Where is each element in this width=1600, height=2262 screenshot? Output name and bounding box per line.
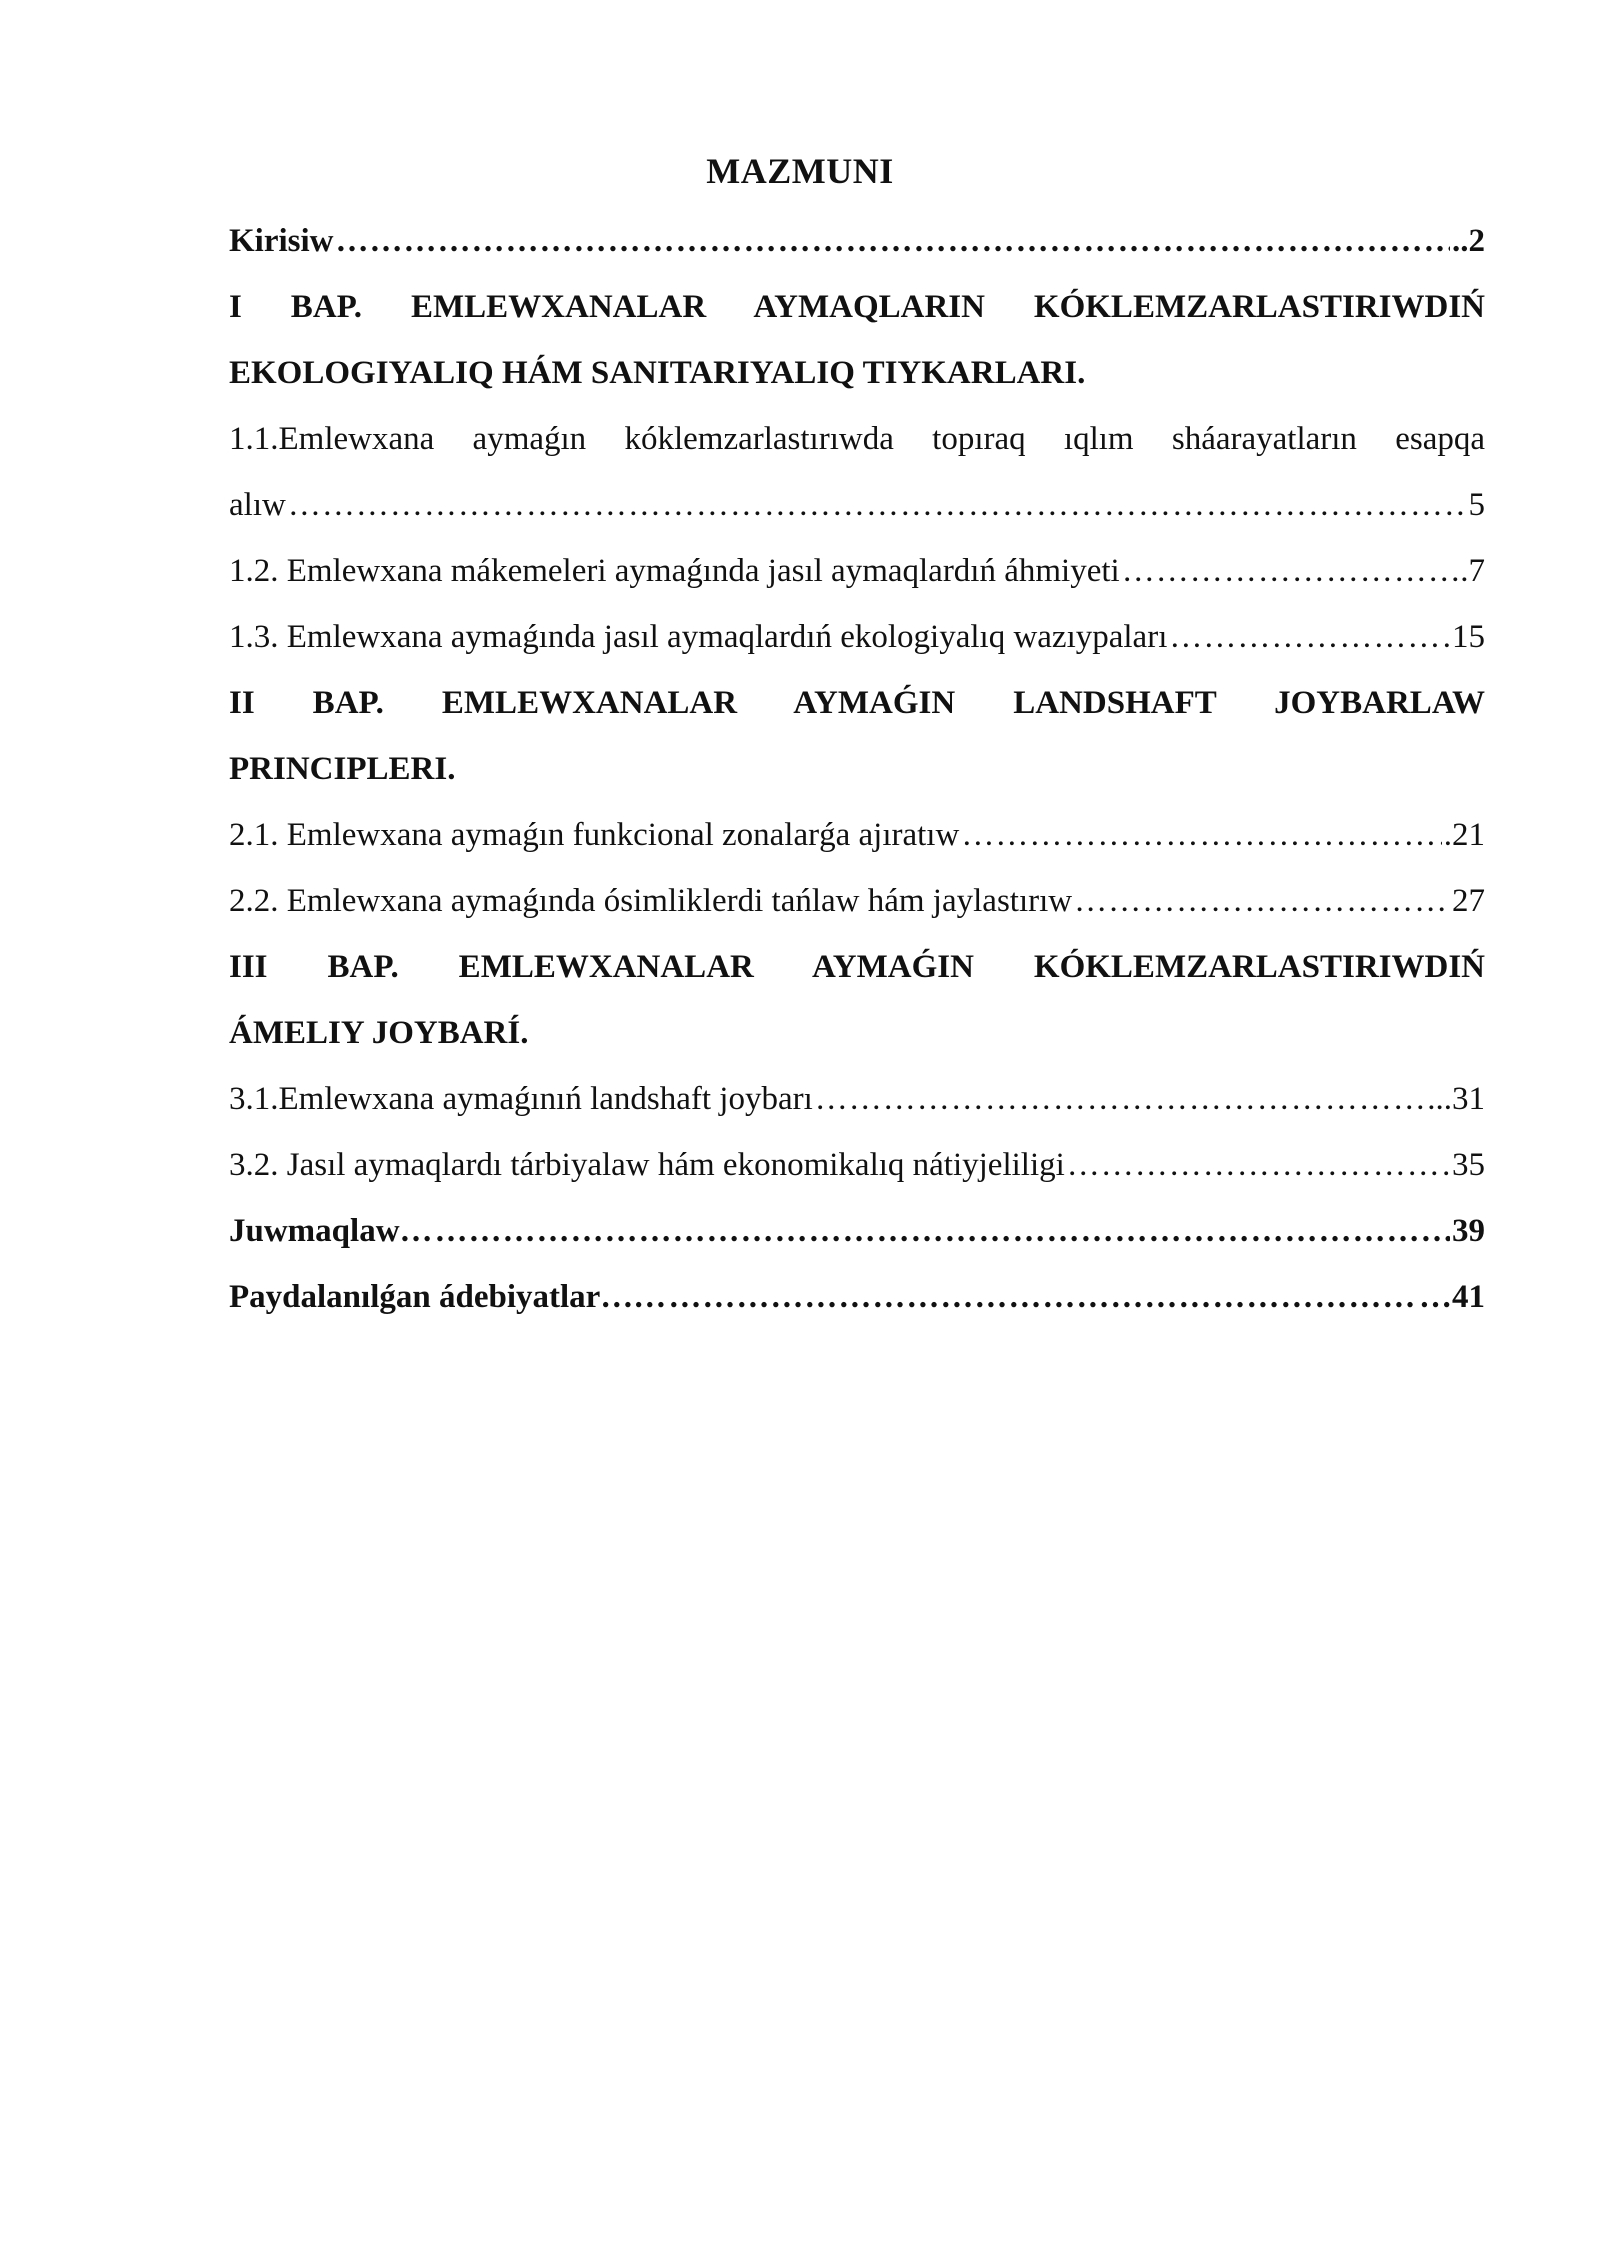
toc-entry-page: .21 (1443, 817, 1485, 853)
toc-entry-page: .7 (1460, 553, 1485, 589)
toc-entry-label: Kirisiw (229, 223, 334, 259)
toc-entry-label: 1.2. Emlewxana mákemeleri aymaǵında jasıl aymaqlardıń áhmiyeti (229, 553, 1120, 589)
toc-section-3-2 (229, 1132, 1485, 1198)
toc-entry-page: 39 (1452, 1213, 1485, 1249)
toc-entry-label: Paydalanılǵan ádebiyatlar…… (229, 1279, 667, 1315)
toc-section-1-1-line-1: 1.1.Emlewxana aymaǵın kóklemzarlastırıwda topıraq ıqlım sháarayatların esapqa (229, 421, 1485, 457)
toc-entry-page: …41 (1419, 1279, 1485, 1315)
dot-leader (1122, 538, 1459, 604)
toc-entry-label: Juwmaqlaw… (229, 1213, 433, 1249)
toc-entry-label: 3.2. Jasıl aymaqlardı tárbiyalaw hám ekonomikalıq nátiyjeliligi (229, 1147, 1065, 1183)
dot-leader (435, 1198, 1450, 1264)
dot-leader (288, 472, 1467, 538)
toc-entry-page: ..2 (1452, 223, 1485, 259)
toc-entry-page: 5 (1468, 487, 1485, 523)
toc-entry-label: alıw (229, 487, 286, 523)
dot-leader (1074, 868, 1450, 934)
toc-entry-page: 15 (1452, 619, 1485, 655)
toc-chapter-3-heading-line-1: III BAP. EMLEWXANALAR AYMAǴIN KÓKLEMZARLASTIRIWDIŃ (229, 949, 1485, 985)
toc-entry-page: ...31 (1427, 1081, 1485, 1117)
toc-section-1-2 (229, 538, 1485, 604)
toc-section-1-3 (229, 604, 1485, 670)
table-of-contents (229, 208, 1485, 1330)
toc-entry-references (229, 1264, 1485, 1330)
dot-leader (668, 1264, 1417, 1330)
toc-entry-label: 3.1.Emlewxana aymaǵınıń landshaft joybarı (229, 1081, 813, 1117)
toc-section-2-2 (229, 868, 1485, 934)
toc-section-2-1 (229, 802, 1485, 868)
toc-entry-label: 2.1. Emlewxana aymaǵın funkcional zonalarǵa ajıratıw (229, 817, 960, 853)
toc-entry-page: 27 (1452, 883, 1485, 919)
toc-chapter-2-heading-line-1: II BAP. EMLEWXANALAR AYMAǴIN LANDSHAFT JOYBARLAW (229, 685, 1485, 721)
dot-leader (1067, 1132, 1450, 1198)
toc-section-1-1-line-2 (229, 472, 1485, 538)
toc-chapter-1-heading-line-1: I BAP. EMLEWXANALAR AYMAQLARIN KÓKLEMZARLASTIRIWDIŃ (229, 289, 1485, 325)
toc-entry-kirisiw (229, 208, 1485, 274)
toc-entry-page: 35 (1452, 1147, 1485, 1183)
toc-chapter-3-heading-line-2: ÁMELIY JOYBARÍ. (229, 1015, 529, 1051)
dot-leader (336, 208, 1451, 274)
page-title: MAZMUNI (706, 151, 894, 191)
dot-leader (1169, 604, 1450, 670)
dot-leader (815, 1066, 1425, 1132)
toc-entry-label: 2.2. Emlewxana aymaǵında ósimliklerdi tańlaw hám jaylastırıw (229, 883, 1073, 919)
toc-chapter-2-heading-line-2: PRINCIPLERI. (229, 751, 456, 787)
toc-section-3-1 (229, 1066, 1485, 1132)
toc-entry-label: 1.3. Emlewxana aymaǵında jasıl aymaqlardıń ekologiyalıq wazıypaları (229, 619, 1168, 655)
dot-leader (961, 802, 1441, 868)
toc-chapter-1-heading-line-2: EKOLOGIYALIQ HÁM SANITARIYALIQ TIYKARLARI. (229, 355, 1086, 391)
toc-entry-juwmaqlaw (229, 1198, 1485, 1264)
